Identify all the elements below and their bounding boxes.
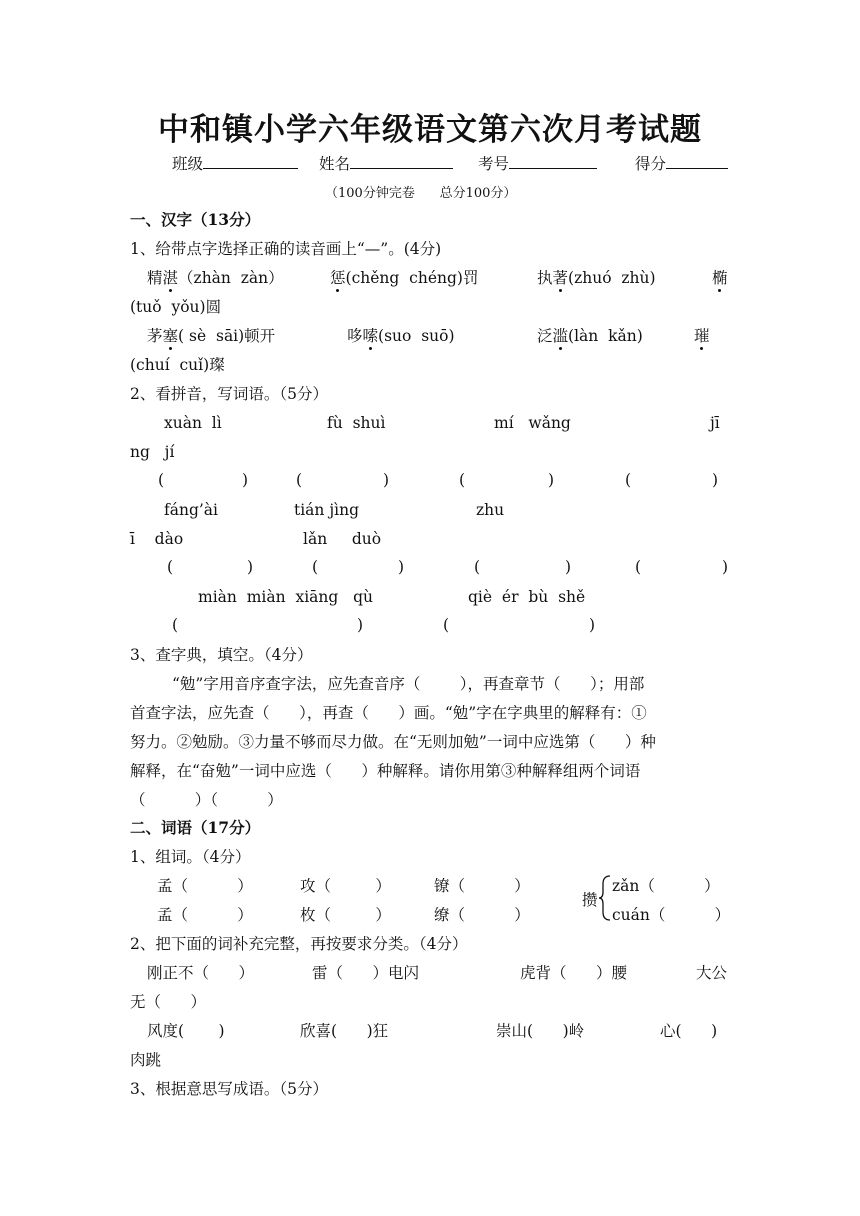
brace-item-zan: zǎn（ ） [612, 877, 720, 895]
answer-paren: ) [357, 616, 364, 634]
class-field [172, 152, 298, 174]
name-blank[interactable] [350, 152, 453, 169]
idiom-item: 无（ ） [130, 993, 207, 1011]
class-blank[interactable] [203, 152, 298, 169]
score-label: 得分 [635, 155, 667, 173]
answer-paren: ) [247, 558, 254, 576]
class-label: 班级 [172, 155, 204, 173]
s1-q1-item-maosai: 茅塞( sè sāi)顿开 [147, 327, 276, 345]
pinyin-fangai: fáng’ài [164, 501, 219, 519]
pinyin-fushui: fù shuì [327, 414, 386, 432]
s1-q1-prompt: 1、给带点字选择正确的读音画上“—”。(4分) [130, 240, 442, 258]
s2-q1-prompt: 1、组词。（4分） [130, 848, 251, 866]
idiom-item: 大公 [696, 964, 728, 982]
answer-paren: ( [474, 558, 481, 576]
answer-paren: ( [296, 471, 303, 489]
idiom-item: 欣喜( )狂 [300, 1022, 389, 1040]
page-title: 中和镇小学六年级语文第六次月考试题 [158, 112, 702, 148]
word-item: 镣（ ） [434, 877, 530, 895]
score-field [635, 152, 728, 174]
number-label: 考号 [478, 155, 510, 173]
pinyin-jingji-a: jī [710, 414, 720, 432]
pinyin-qieerbushe: qiè ér bù shě [468, 588, 586, 606]
name-field [319, 152, 453, 174]
word-item: 孟（ ） [157, 906, 253, 924]
answer-paren: ) [589, 616, 596, 634]
idiom-item: 虎背（ ）腰 [520, 964, 628, 982]
answer-paren: ( [443, 616, 450, 634]
word-item: 孟（ ） [157, 877, 253, 895]
word-item: 枚（ ） [300, 906, 391, 924]
pinyin-landuo: lǎn duò [303, 530, 382, 548]
answer-paren: ( [167, 558, 174, 576]
idiom-item: 崇山( )岭 [496, 1022, 585, 1040]
brace-item-cuan: cuán（ ） [612, 906, 731, 924]
number-field [478, 152, 597, 174]
idiom-item: 风度( ) [147, 1022, 225, 1040]
s1-q1-item-duosuo: 哆嗦(suo suō) [347, 327, 455, 345]
answer-paren: ( [625, 471, 632, 489]
answer-paren: ) [565, 558, 572, 576]
answer-paren: ( [635, 558, 642, 576]
s1-q3-prompt: 3、查字典，填空。（4分） [130, 646, 313, 664]
name-label: 姓名 [319, 155, 351, 173]
answer-paren: ( [158, 471, 165, 489]
word-item: 攻（ ） [300, 877, 391, 895]
number-blank[interactable] [509, 152, 597, 169]
s1-q1-item-fanlan: 泛滥(làn kǎn) [537, 327, 643, 345]
s1-q3-line2: 首查字法，应先查（ ），再查（ ）画。“勉”字在字典里的解释有：① [130, 704, 647, 722]
s1-q2-prompt: 2、看拼音，写词语。（5分） [130, 385, 328, 403]
answer-paren: ) [383, 471, 390, 489]
s1-q3-line3: 努力。②勉励。③力量不够而尽力做。在“无则加勉”一词中应选第（ ）种 [130, 733, 656, 751]
s1-q3-line5: （ ）（ ） [130, 791, 283, 809]
idiom-item: 刚正不（ ） [147, 964, 255, 982]
s2-q3-prompt: 3、根据意思写成语。（5分） [130, 1080, 328, 1098]
answer-paren: ( [459, 471, 466, 489]
pinyin-xuanli: xuàn lì [164, 414, 222, 432]
idiom-item: 肉跳 [130, 1051, 162, 1069]
section2-heading: 二、词语（17分） [130, 818, 261, 837]
answer-paren: ) [398, 558, 405, 576]
brace-icon [598, 874, 612, 922]
answer-paren: ) [712, 471, 719, 489]
s2-q2-prompt: 2、把下面的词补充完整，再按要求分类。（4分） [130, 935, 468, 953]
s1-q1-item-tuoyuan: 椭 [712, 269, 728, 287]
pinyin-jingji-b: ng jí [130, 443, 175, 461]
answer-paren: ) [242, 471, 249, 489]
s1-q1-item-cuican: 璀 [694, 327, 710, 345]
section1-heading: 一、汉字（13分） [130, 210, 261, 229]
idiom-item: 心( ) [660, 1022, 718, 1040]
s1-q1-item-jingzhan: 精湛（zhàn zàn） [147, 269, 284, 287]
s1-q3-line4: 解释，在“奋勉”一词中应选（ ）种解释。请你用第③种解释组两个词语 [130, 762, 641, 780]
pinyin-miwang: mí wǎng [494, 414, 571, 432]
pinyin-mianmianxiangqu: miàn miàn xiāng qù [198, 588, 373, 606]
answer-paren: ( [172, 616, 179, 634]
pinyin-tianjing: tián jìng [294, 501, 360, 519]
s1-q1-line4: (chuí cuǐ)璨 [130, 356, 225, 374]
exam-note: （100分钟完卷 总分100分） [325, 186, 517, 201]
s1-q1-item-zhizhu: 执著(zhuó zhù) [537, 269, 656, 287]
word-item: 缭（ ） [434, 906, 530, 924]
answer-paren: ( [312, 558, 319, 576]
s1-q3-line1: “勉”字用音序查字法，应先查音序（ ），再查章节（ ）；用部 [172, 675, 645, 693]
s1-q1-item-chengfa: 惩(chěng chéng)罚 [330, 269, 479, 287]
pinyin-zhudao-b: ī dào [130, 530, 184, 548]
score-blank[interactable] [666, 152, 728, 169]
idiom-item: 雷（ ）电闪 [312, 964, 420, 982]
s1-q1-line2: (tuǒ yǒu)圆 [130, 298, 222, 316]
brace-char: 攒 [582, 891, 598, 909]
answer-paren: ) [722, 558, 729, 576]
pinyin-zhudao-a: zhu [476, 501, 505, 519]
answer-paren: ) [548, 471, 555, 489]
